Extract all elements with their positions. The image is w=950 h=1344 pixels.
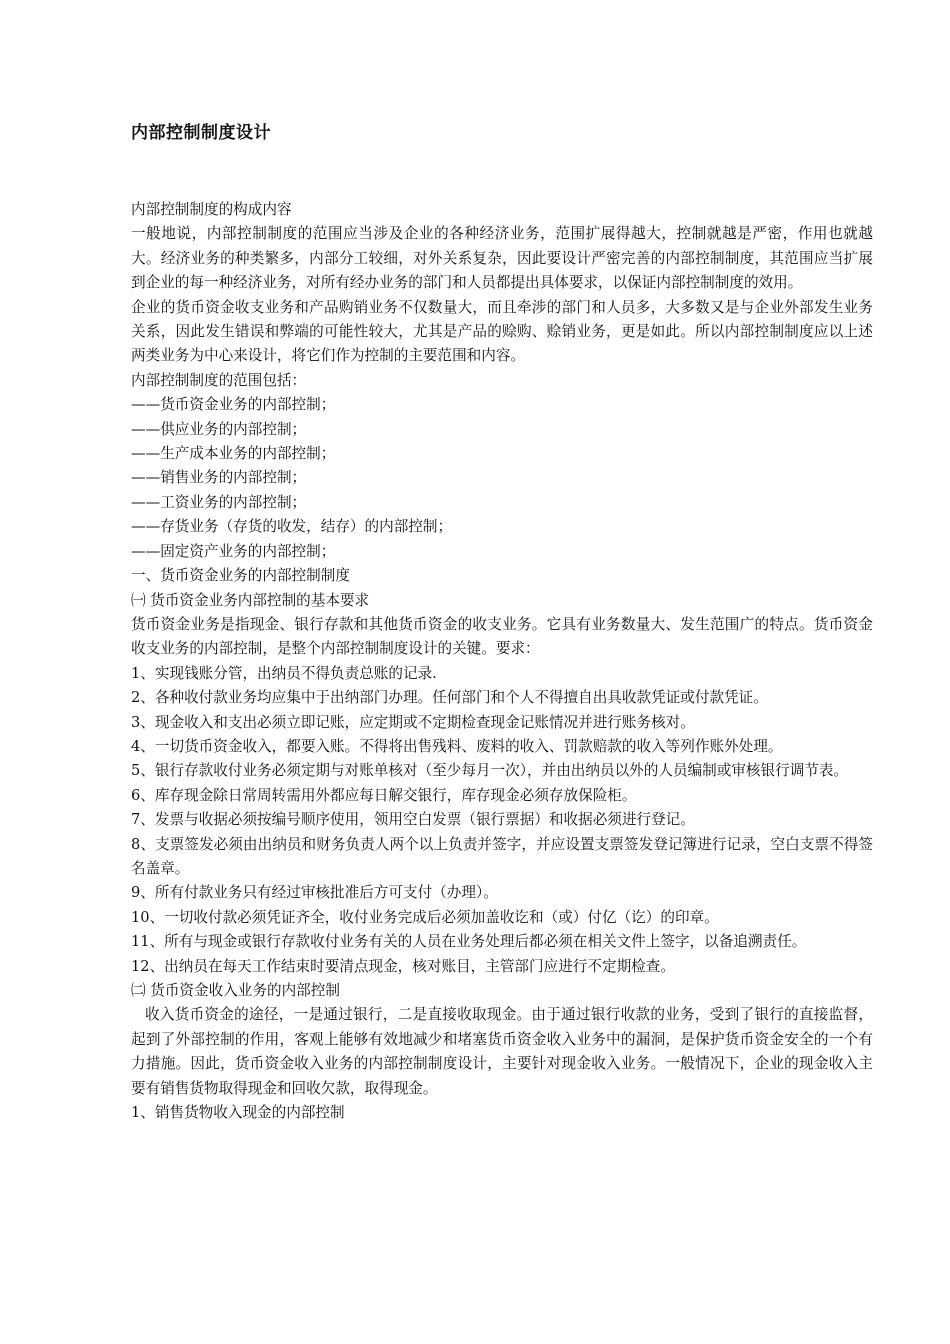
paragraph: 收入货币资金的途径，一是通过银行，二是直接收取现金。由于通过银行收款的业务，受到了银行的直接监督，起到了外部控制的作用，客观上能够有效地减少和堵塞货币资金收入业务中的漏洞，是保护货币资金安全的一个有力措施。因此，货币资金收入业务的内部控制制度设计，主要针对现金收入业务。一般情况下，企业的现金收入主要有销售货物取得现金和回收欠款，取得现金。 bbox=[131, 1006, 873, 1097]
numbered-item: 5、银行存款收付业务必须定期与对账单核对（至少每月一次），并由出纳员以外的人员编制或审核银行调节表。 bbox=[131, 762, 849, 780]
numbered-item: 6、库存现金除日常周转需用外都应每日解交银行，库存现金必须存放保险柜。 bbox=[131, 786, 637, 804]
list-item: ——固定资产业务的内部控制； bbox=[131, 542, 336, 560]
list-item: ——货币资金业务的内部控制； bbox=[131, 396, 336, 414]
numbered-item: 8、支票签发必须由出纳员和财务负责人两个以上负责并签字，并应设置支票签发登记簿进行记录，空白支票不得签名盖章。 bbox=[131, 835, 873, 877]
paragraph: 一般地说，内部控制制度的范围应当涉及企业的各种经济业务，范围扩展得越大，控制就越是严密，作用也就越大。经济业务的种类繁多，内部分工较细，对外关系复杂，因此要设计严密完善的内部控制制度，其范围应当扩展到企业的每一种经济业务，对所有经办业务的部门和人员都提出具体要求，以保证内部控制制度的效用。 bbox=[131, 225, 873, 292]
subsection-heading: ㈠ 货币资金业务内部控制的基本要求 bbox=[131, 591, 370, 609]
list-item: ——存货业务（存货的收发，结存）的内部控制； bbox=[131, 518, 453, 536]
paragraph: 企业的货币资金收支业务和产品购销业务不仅数量大，而且牵涉的部门和人员多，大多数又是与企业外部发生业务关系，因此发生错误和弊端的可能性较大，尤其是产品的赊购、赊销业务，更是如此。所以内部控制制度应以上述两类业务为中心来设计，将它们作为控制的主要范围和内容。 bbox=[131, 298, 873, 365]
list-item: ——工资业务的内部控制； bbox=[131, 493, 307, 511]
numbered-item: 12、出纳员在每天工作结束时要清点现金，核对账目，主管部门应进行不定期检查。 bbox=[131, 957, 675, 975]
numbered-item: 4、一切货币资金收入，都要入账。不得将出售残料、废料的收入、罚款赔款的收入等列作账外处理。 bbox=[131, 737, 783, 755]
numbered-item: 9、所有付款业务只有经过审核批准后方可支付（办理）。 bbox=[131, 884, 498, 902]
paragraph: 内部控制制度的范围包括： bbox=[131, 371, 307, 389]
numbered-item: 3、现金收入和支出必须立即记账，应定期或不定期检查现金记账情况并进行账务核对。 bbox=[131, 713, 695, 731]
section-heading: 内部控制制度的构成内容 bbox=[131, 201, 292, 218]
numbered-item: 1、销售货物收入现金的内部控制 bbox=[131, 1104, 345, 1122]
numbered-item: 2、各种收付款业务均应集中于出纳部门办理。任何部门和个人不得擅自出具收款凭证或付款凭证。 bbox=[131, 689, 768, 707]
numbered-item: 10、一切收付款必须凭证齐全，收付业务完成后必须加盖收讫和（或）付亿（讫）的印章。 bbox=[131, 908, 719, 926]
list-item: ——生产成本业务的内部控制； bbox=[131, 445, 336, 463]
paragraph: 货币资金业务是指现金、银行存款和其他货币资金的收支业务。它具有业务数量大、发生范围广的特点。货币资金收支业务的内部控制，是整个内部控制制度设计的关键。要求： bbox=[131, 615, 873, 658]
numbered-item: 7、发票与收据必须按编号顺序使用，领用空白发票（银行票据）和收据必须进行登记。 bbox=[131, 811, 695, 829]
document-body bbox=[131, 198, 873, 1125]
list-item: ——销售业务的内部控制； bbox=[131, 469, 307, 487]
numbered-item: 11、所有与现金或银行存款收付业务有关的人员在业务处理后都必须在相关文件上签字，以备追溯责任。 bbox=[131, 933, 807, 951]
numbered-item: 1、实现钱账分管，出纳员不得负责总账的记录. bbox=[131, 664, 437, 682]
document-title: 内部控制制度设计 bbox=[131, 123, 271, 143]
section-heading: 一、货币资金业务的内部控制制度 bbox=[131, 567, 350, 585]
subsection-heading: ㈡ 货币资金收入业务的内部控制 bbox=[131, 982, 340, 999]
list-item: ——供应业务的内部控制； bbox=[131, 420, 307, 438]
